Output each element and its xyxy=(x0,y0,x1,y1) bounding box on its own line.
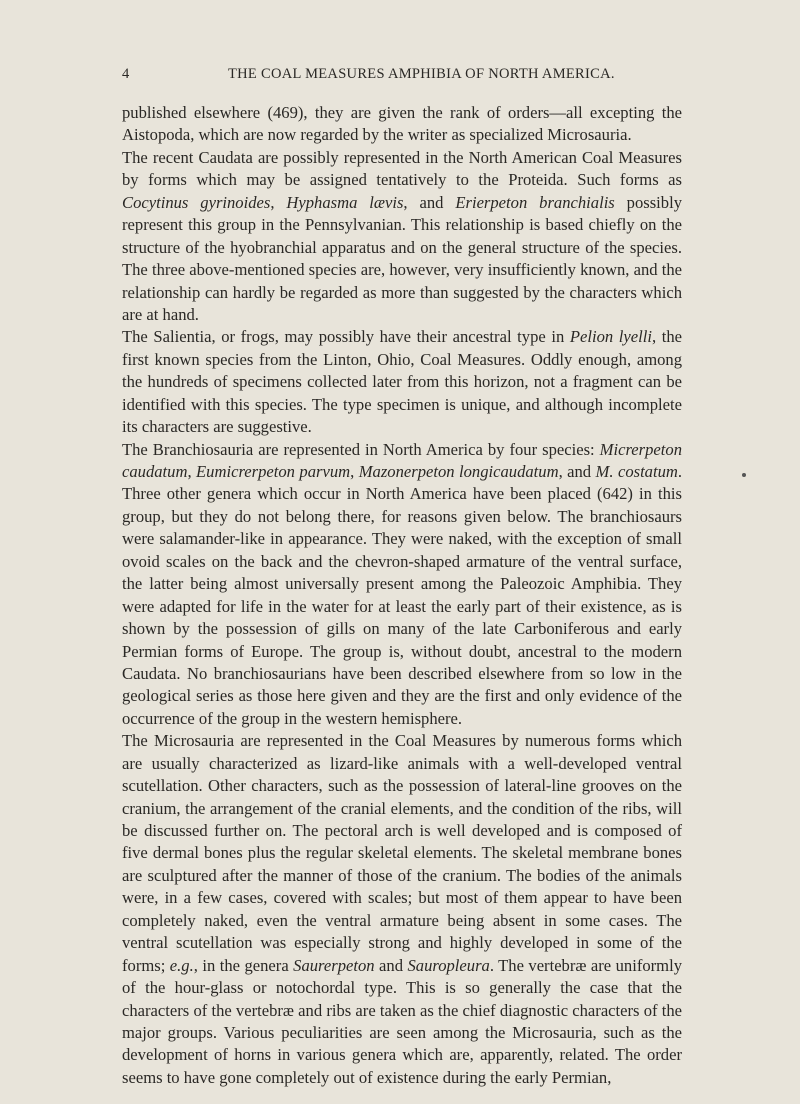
text-run: The recent Caudata are possibly represented in the North American Coal Measures by forms which may be assigned tentatively to the Proteida. Such forms as xyxy=(122,147,682,190)
paragraph xyxy=(122,102,682,147)
paragraph xyxy=(122,439,682,731)
species-name: Hyphasma lævis xyxy=(286,192,404,212)
text-run: The Microsauria are represented in the Coal Measures by numerous forms which are usually characterized as lizard-like animals with a well-developed ventral scutellation. Other characters, such as the possession of lateral-line grooves on the cranium, the arrangement of the cranial elements, and the condition of the ribs, will be discussed further on. The pectoral arch is well developed and is composed of five dermal bones plus the regular skeletal elements. The skeletal membrane bones are sculptured after the manner of those of the cranium. The bodies of the animals were, in a few cases, covered with scales; but most of them appear to have been completely naked, even the ventral armature being absent in some cases. The ventral scutellation was especially strong and highly developed in some of the forms; xyxy=(122,731,682,975)
text-run: , xyxy=(350,462,359,481)
text-run: The Salientia, or frogs, may possibly have their ancestral type in xyxy=(122,327,570,347)
text-run: The Branchiosauria are represented in North America by four species: xyxy=(122,439,600,459)
species-name: Mazonerpeton longicaudatum xyxy=(358,462,559,481)
text-run: , the first known species from the Linton, Ohio, Coal Measures. Oddly enough, among the hundreds of specimens collected later from this horizon, not a fragment can be identified with this species. The type specimen is unique, and although incomplete its characters are suggestive. xyxy=(122,327,682,437)
text-run: , xyxy=(270,192,287,212)
paragraph xyxy=(122,326,682,438)
genus-name: Saurerpeton xyxy=(293,955,375,975)
text-run: published elsewhere (469), they are given the rank of orders—all excepting the Aistopoda, which are now regarded by the writer as specialized Microsauria. xyxy=(122,103,682,145)
body-text xyxy=(122,102,682,1089)
text-run: , and xyxy=(558,462,596,481)
text-run: possibly represent this group in the Pennsylvanian. This relationship is based chiefly on the structure of the hyobranchial apparatus and on the general structure of the species. The three above-mentioned species are, however, very insufficiently known, and the relationship can hardly be regarded as more than suggested by the characters which are at hand. xyxy=(122,192,683,324)
text-run: . Three other genera which occur in North America have been placed (642) in this group, but they do not belong there, for reasons given below. The branchiosaurs were salamander-like in appearance. They were naked, with the exception of small ovoid scales on the back and the chevron-shaped armature of the ventral surface, the latter being almost universally present among the Paleozoic Amphibia. They were adapted for life in the water for at least the early part of their existence, as is shown by the possession of gills on many of the late Carboniferous and early Permian forms of Europe. The group is, without doubt, ancestral to the modern Caudata. No branchiosaurians have been described elsewhere from so low in the geological series as those here given and they are the first and only evidence of the occurrence of the group in the western hemisphere. xyxy=(122,462,683,728)
paragraph xyxy=(122,147,682,327)
species-name: M. costatum xyxy=(595,462,678,481)
genus-name: Sauropleura xyxy=(407,955,490,975)
page-number: 4 xyxy=(122,66,130,82)
text-run: , in the genera xyxy=(193,955,294,975)
text-run: and xyxy=(374,955,408,975)
species-name: Cocytinus gyrinoides xyxy=(122,192,271,212)
abbreviation: e.g. xyxy=(169,955,194,975)
page-speck xyxy=(742,473,746,477)
running-title: THE COAL MEASURES AMPHIBIA OF NORTH AMERICA. xyxy=(228,66,615,82)
text-run: . The vertebræ are uniformly of the hour-glass or notochordal type. This is so generally the case that the characters of the vertebræ and ribs are taken as the chief diagnostic characters of the major groups. Various peculiarities are seen among the Microsauria, such as the development of horns in various genera which are, apparently, related. The order seems to have gone completely out of existence during the early Permian, xyxy=(122,955,682,1087)
species-name: Erierpeton branchialis xyxy=(455,192,615,212)
paragraph xyxy=(122,730,682,1089)
text-run: , and xyxy=(403,192,456,212)
species-name: Eumicrerpeton parvum xyxy=(196,462,351,481)
species-name: Pelion lyelli xyxy=(569,327,652,347)
species-name: Micrerpeton caudatum xyxy=(122,439,682,481)
text-run: , xyxy=(187,462,197,481)
